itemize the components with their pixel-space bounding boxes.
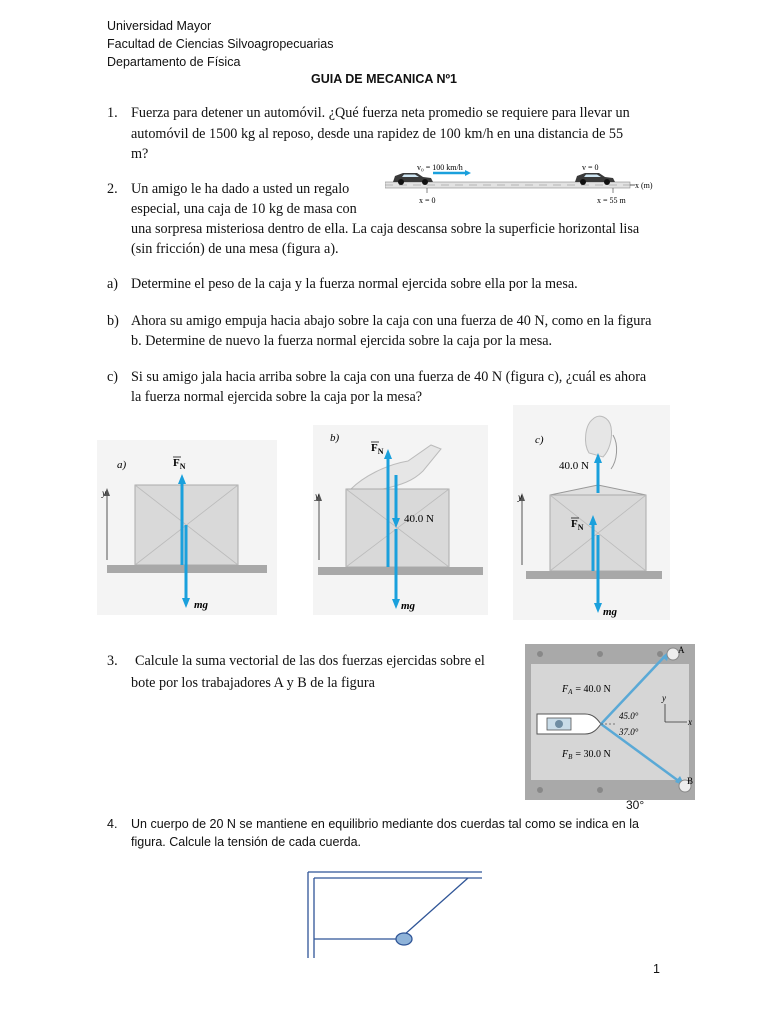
figure-c-tag: c)	[535, 434, 544, 446]
road	[385, 182, 630, 188]
q2c-line2: la fuerza normal ejercida sobre la caja por la mesa?	[131, 389, 423, 405]
y-label-b: y	[315, 491, 319, 501]
fn-label-a: $F_N$	[173, 457, 186, 471]
q3-line1: Calcule la suma vectorial de las dos fuerzas ejercidas sobre el	[135, 653, 485, 669]
v-label: v = 0	[582, 163, 599, 172]
document-title: GUIA DE MECANICA Nº1	[310, 72, 457, 86]
mg-label-a: mg	[194, 599, 209, 611]
y-label-c: y	[518, 492, 522, 502]
x55-label: x = 55 m	[597, 196, 626, 205]
q2-line1: Un amigo le ha dado a usted un regalo	[131, 181, 350, 197]
angle-b-label: 37.0°	[619, 727, 639, 737]
fa-label: $F_A = 40.0$ N	[562, 684, 611, 696]
q2b-label: b)	[107, 313, 119, 329]
fn-label-b: $F_N$	[371, 442, 384, 456]
department-name: Departamento de Física	[107, 55, 241, 69]
inclined-rope	[404, 878, 468, 935]
mg-label-c: mg	[603, 606, 618, 618]
push-force-label-b: 40.0 N	[404, 513, 434, 525]
y-label-a: y	[102, 488, 106, 498]
q2b-line1: Ahora su amigo empuja hacia abajo sobre la caja con una fuerza de 40 N, como en la figura	[131, 313, 652, 329]
hanging-body	[396, 933, 412, 945]
figure-b-tag: b)	[330, 432, 340, 444]
q2-line3: una sorpresa misteriosa dentro de ella. La caja descansa sobre la superficie horizontal lisa	[131, 221, 640, 237]
velocity-arrowhead	[465, 170, 471, 176]
q2a-text: Determine el peso de la caja y la fuerza normal ejercida sobre ella por la mesa.	[131, 276, 578, 292]
q4-line1: Un cuerpo de 20 N se mantiene en equilibrio mediante dos cuerdas tal como se indica en la	[131, 817, 639, 831]
q4-number: 4.	[107, 817, 118, 831]
table-c	[526, 571, 662, 579]
v0-label: v₀ = 100 km/h	[417, 163, 463, 172]
q2b-line2: b. Determine de nuevo la fuerza normal ejercida sobre la caja por la mesa.	[131, 333, 553, 349]
point-b-label: B	[687, 776, 694, 786]
q1-line3: m?	[131, 146, 149, 162]
pulling-hand-icon	[586, 416, 612, 457]
page-number: 1	[653, 962, 660, 976]
point-a-label: A	[678, 645, 685, 655]
q2a-label: a)	[107, 276, 119, 292]
q2-line2: especial, una caja de 10 kg de masa con	[131, 201, 357, 217]
mg-label-b: mg	[401, 600, 416, 612]
rope-equilibrium-figure	[300, 868, 490, 960]
university-name: Universidad Mayor	[107, 19, 212, 33]
q4-line2: figura. Calcule la tensión de cada cuerda.	[131, 835, 362, 849]
q2-line4: (sin fricción) de una mesa (figura a).	[131, 241, 339, 257]
boat-icon	[537, 714, 601, 734]
box-figure-c	[513, 405, 670, 620]
fb-label: $F_B = 30.0$ N	[562, 749, 611, 761]
y-label-boat: y	[662, 693, 666, 703]
q3-number: 3.	[107, 653, 118, 669]
q1-number: 1.	[107, 105, 118, 121]
table-b	[318, 567, 483, 575]
q2-number: 2.	[107, 181, 118, 197]
q2c-label: c)	[107, 369, 119, 385]
angle-note: 30°	[626, 798, 645, 812]
q1-line1: Fuerza para detener un automóvil. ¿Qué fuerza neta promedio se requiere para llevar un	[131, 105, 630, 121]
boat-figure	[525, 644, 695, 800]
q2c-line1: Si su amigo jala hacia arriba sobre la caja con una fuerza de 40 N (figura c), ¿cuál es ahora	[131, 369, 647, 385]
faculty-name: Facultad de Ciencias Silvoagropecuarias	[107, 37, 334, 51]
car-braking-figure	[385, 160, 660, 208]
q1-line2: automóvil de 1500 kg al reposo, desde una rapidez de 100 km/h en una distancia de 55	[131, 126, 624, 142]
x0-label: x = 0	[419, 196, 436, 205]
angle-a-label: 45.0°	[619, 711, 639, 721]
pull-force-label-c: 40.0 N	[559, 460, 589, 472]
fn-label-c: $F_N$	[571, 518, 584, 532]
figure-a-tag: a)	[117, 459, 127, 471]
x-axis-label: x (m)	[635, 181, 653, 190]
q3-line2: bote por los trabajadores A y B de la figura	[131, 675, 375, 691]
box-figure-a	[97, 440, 277, 615]
x-label-boat: x	[688, 717, 692, 727]
box-figure-b	[313, 425, 488, 615]
